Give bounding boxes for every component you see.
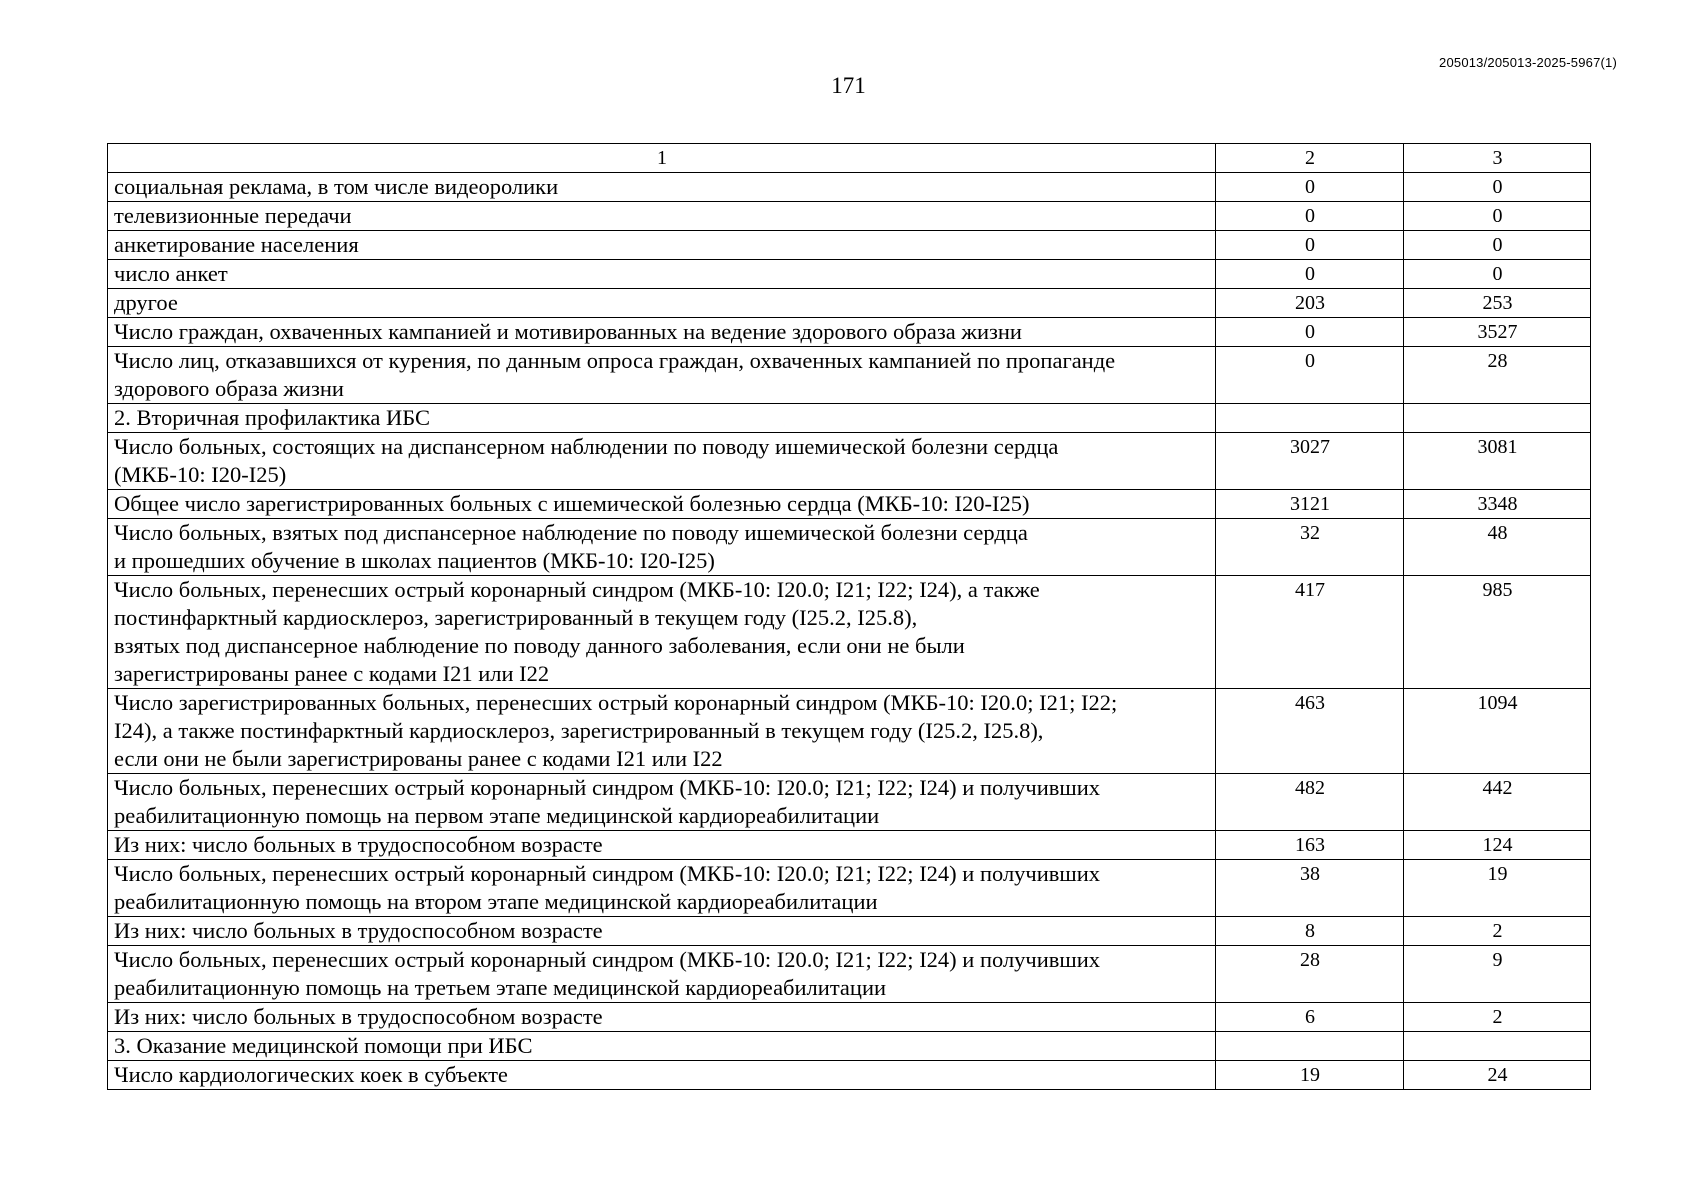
row-label: Из них: число больных в трудоспособном возрасте bbox=[108, 917, 1216, 946]
section-heading-row bbox=[108, 1032, 1591, 1061]
row-value-col2 bbox=[1216, 1032, 1404, 1061]
column-header-3: 3 bbox=[1404, 144, 1591, 173]
table-row bbox=[108, 576, 1591, 689]
row-label: Число граждан, охваченных кампанией и мотивированных на ведение здорового образа жизни bbox=[108, 318, 1216, 347]
row-label: Общее число зарегистрированных больных с ишемической болезнью сердца (МКБ-10: I20-I25) bbox=[108, 490, 1216, 519]
row-label: Из них: число больных в трудоспособном возрасте bbox=[108, 831, 1216, 860]
table-row bbox=[108, 917, 1591, 946]
row-label: анкетирование населения bbox=[108, 231, 1216, 260]
row-value-col2: 163 bbox=[1216, 831, 1404, 860]
table-row bbox=[108, 173, 1591, 202]
row-label: Число больных, перенесших острый коронарный синдром (МКБ-10: I20.0; I21; I22; I24) и получивших реабилитационную помощь на третьем этапе медицинской кардиореабилитации bbox=[108, 946, 1216, 1003]
table-row bbox=[108, 689, 1591, 774]
row-value-col2: 417 bbox=[1216, 576, 1404, 689]
table-row bbox=[108, 1061, 1591, 1090]
row-value-col3: 0 bbox=[1404, 231, 1591, 260]
row-value-col2: 0 bbox=[1216, 202, 1404, 231]
row-value-col2: 6 bbox=[1216, 1003, 1404, 1032]
table-row bbox=[108, 831, 1591, 860]
row-value-col3 bbox=[1404, 1032, 1591, 1061]
row-value-col2: 28 bbox=[1216, 946, 1404, 1003]
row-label: Число больных, перенесших острый коронарный синдром (МКБ-10: I20.0; I21; I22; I24) и получивших реабилитационную помощь на втором этапе медицинской кардиореабилитации bbox=[108, 860, 1216, 917]
row-value-col3: 985 bbox=[1404, 576, 1591, 689]
row-value-col2: 0 bbox=[1216, 231, 1404, 260]
section-heading-row bbox=[108, 404, 1591, 433]
row-value-col3: 0 bbox=[1404, 173, 1591, 202]
row-value-col2: 32 bbox=[1216, 519, 1404, 576]
row-value-col3: 0 bbox=[1404, 202, 1591, 231]
row-value-col2: 0 bbox=[1216, 260, 1404, 289]
row-value-col2: 0 bbox=[1216, 173, 1404, 202]
row-label: другое bbox=[108, 289, 1216, 318]
table-row bbox=[108, 260, 1591, 289]
column-header-1: 1 bbox=[108, 144, 1216, 173]
row-label: Число лиц, отказавшихся от курения, по данным опроса граждан, охваченных кампанией по пропаганде здорового образа жизни bbox=[108, 347, 1216, 404]
row-label: Число больных, взятых под диспансерное наблюдение по поводу ишемической болезни сердца и прошедших обучение в школах пациентов (МКБ-10: I20-I25) bbox=[108, 519, 1216, 576]
row-value-col3: 253 bbox=[1404, 289, 1591, 318]
table-row bbox=[108, 519, 1591, 576]
row-value-col3: 0 bbox=[1404, 260, 1591, 289]
row-label: Число больных, перенесших острый коронарный синдром (МКБ-10: I20.0; I21; I22; I24), а также постинфарктный кардиосклероз, зарегистрированный в текущем году (I25.2, I25.8), взятых под диспансерное наблюдение по поводу данного заболевания, если они не были зарегистрированы ранее с кодами I21 или I22 bbox=[108, 576, 1216, 689]
row-value-col3: 124 bbox=[1404, 831, 1591, 860]
table-row bbox=[108, 946, 1591, 1003]
row-label: телевизионные передачи bbox=[108, 202, 1216, 231]
row-value-col2: 0 bbox=[1216, 318, 1404, 347]
row-value-col2: 8 bbox=[1216, 917, 1404, 946]
table-row bbox=[108, 860, 1591, 917]
table-row bbox=[108, 347, 1591, 404]
row-value-col3: 2 bbox=[1404, 1003, 1591, 1032]
row-label: Из них: число больных в трудоспособном возрасте bbox=[108, 1003, 1216, 1032]
row-value-col3: 28 bbox=[1404, 347, 1591, 404]
row-label: число анкет bbox=[108, 260, 1216, 289]
table-row bbox=[108, 318, 1591, 347]
table-row bbox=[108, 433, 1591, 490]
table-row bbox=[108, 202, 1591, 231]
row-value-col2: 38 bbox=[1216, 860, 1404, 917]
row-label: социальная реклама, в том числе видеоролики bbox=[108, 173, 1216, 202]
row-value-col3: 3527 bbox=[1404, 318, 1591, 347]
row-value-col2: 203 bbox=[1216, 289, 1404, 318]
row-value-col3: 1094 bbox=[1404, 689, 1591, 774]
row-value-col2: 482 bbox=[1216, 774, 1404, 831]
table-row bbox=[108, 774, 1591, 831]
row-value-col2 bbox=[1216, 404, 1404, 433]
row-label: Число больных, состоящих на диспансерном наблюдении по поводу ишемической болезни сердца (МКБ-10: I20-I25) bbox=[108, 433, 1216, 490]
table-row bbox=[108, 1003, 1591, 1032]
page-number: 171 bbox=[831, 73, 866, 98]
row-value-col3: 2 bbox=[1404, 917, 1591, 946]
row-value-col2: 463 bbox=[1216, 689, 1404, 774]
table-row bbox=[108, 490, 1591, 519]
row-value-col2: 3121 bbox=[1216, 490, 1404, 519]
table-header-row bbox=[108, 144, 1591, 173]
row-value-col3: 3081 bbox=[1404, 433, 1591, 490]
section-heading: 2. Вторичная профилактика ИБС bbox=[108, 404, 1216, 433]
table-row bbox=[108, 289, 1591, 318]
row-value-col3: 9 bbox=[1404, 946, 1591, 1003]
row-value-col2: 0 bbox=[1216, 347, 1404, 404]
row-label: Число больных, перенесших острый коронарный синдром (МКБ-10: I20.0; I21; I22; I24) и получивших реабилитационную помощь на первом этапе медицинской кардиореабилитации bbox=[108, 774, 1216, 831]
section-heading: 3. Оказание медицинской помощи при ИБС bbox=[108, 1032, 1216, 1061]
row-value-col2: 3027 bbox=[1216, 433, 1404, 490]
row-value-col2: 19 bbox=[1216, 1061, 1404, 1090]
row-label: Число кардиологических коек в субъекте bbox=[108, 1061, 1216, 1090]
column-header-2: 2 bbox=[1216, 144, 1404, 173]
row-label: Число зарегистрированных больных, перенесших острый коронарный синдром (МКБ-10: I20.0; I21; I22; I24), а также постинфарктный кардиосклероз, зарегистрированный в текущем году (I25.2, I25.8), если они не были зарегистрированы ранее с кодами I21 или I22 bbox=[108, 689, 1216, 774]
report-table bbox=[107, 143, 1591, 1090]
row-value-col3: 442 bbox=[1404, 774, 1591, 831]
table-row bbox=[108, 231, 1591, 260]
row-value-col3: 48 bbox=[1404, 519, 1591, 576]
row-value-col3: 3348 bbox=[1404, 490, 1591, 519]
row-value-col3 bbox=[1404, 404, 1591, 433]
document-id: 205013/205013-2025-5967(1) bbox=[1439, 55, 1617, 70]
row-value-col3: 24 bbox=[1404, 1061, 1591, 1090]
row-value-col3: 19 bbox=[1404, 860, 1591, 917]
